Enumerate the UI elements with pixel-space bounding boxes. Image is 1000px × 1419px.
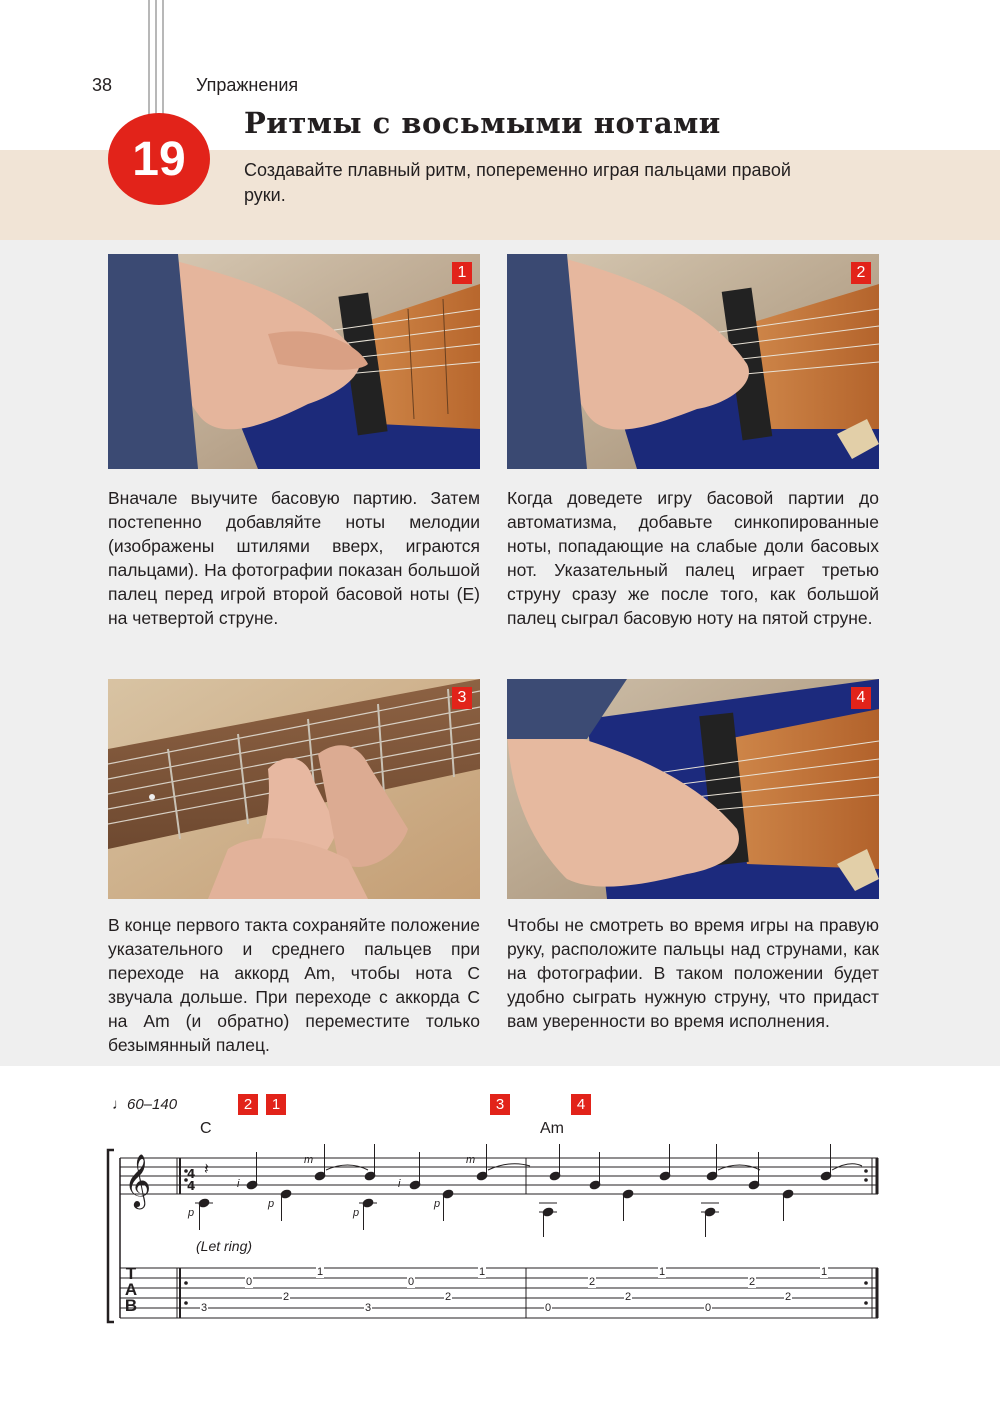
tab-number: 1 <box>479 1266 486 1278</box>
music-notation <box>100 1090 890 1330</box>
let-ring-text: (Let ring) <box>196 1238 253 1254</box>
tab-number: 0 <box>545 1302 552 1314</box>
tab-number: 2 <box>625 1291 632 1303</box>
photo-2-caption: Когда доведете игру басовой партии до автоматизма, добавьте синкопированные ноты, попадающие на слабые доли басовых нот. Указательный палец играет третью струну сразу же после того, как большой палец сыграл басовую ноту на пятой струне. <box>507 488 879 628</box>
tab-number: 2 <box>589 1276 596 1288</box>
tab-number: 0 <box>408 1276 415 1288</box>
tab-number: 1 <box>821 1266 828 1278</box>
svg-text:𝄞: 𝄞 <box>124 1153 152 1207</box>
photo-1-number: 1 <box>452 262 472 284</box>
marker-3: 3 <box>490 1094 510 1115</box>
tab-number: 0 <box>705 1302 712 1314</box>
tab-number: 1 <box>659 1266 666 1278</box>
fingering-p: p <box>268 1198 275 1210</box>
tab-label: T A B <box>124 1264 138 1315</box>
photo-3 <box>108 679 480 899</box>
marker-1: 1 <box>266 1094 286 1115</box>
photo-2 <box>507 254 879 469</box>
tab-number: 3 <box>201 1302 208 1314</box>
fingering-p: p <box>434 1198 441 1210</box>
fingering-m: m <box>466 1154 476 1166</box>
photo-3-number: 3 <box>452 687 472 709</box>
photo-1-caption: Вначале выучите басовую партию. Затем постепенно добавляйте ноты мелодии (изображены штилями вверх, играются пальцами). На фотографии показан большой палец перед игрой второй басовой ноты (E) на четвертой струне. <box>108 488 480 628</box>
fingering-i: i <box>237 1178 240 1190</box>
tab-number: 2 <box>283 1291 290 1303</box>
svg-text:4: 4 <box>187 1167 196 1181</box>
fingering-p: p <box>188 1207 195 1219</box>
photo-1 <box>108 254 480 469</box>
svg-text:𝄽: 𝄽 <box>204 1159 209 1178</box>
tab-number: 1 <box>317 1266 324 1278</box>
page-title: Ритмы с восьмыми нотами <box>244 106 721 140</box>
section-name: Упражнения <box>196 75 299 95</box>
tempo-marking: ♩60–140 <box>112 1096 178 1113</box>
chord-c: C <box>200 1120 212 1137</box>
tab-number: 2 <box>749 1276 756 1288</box>
chord-am: Am <box>540 1120 564 1137</box>
page-subtitle: Создавайте плавный ритм, попеременно играя пальцами правой руки. <box>244 160 791 205</box>
staff-svg <box>100 1090 890 1330</box>
page-number: 38 <box>92 75 113 95</box>
fingering-i: i <box>398 1178 401 1190</box>
marker-4: 4 <box>571 1094 591 1115</box>
fingering-m: m <box>304 1154 314 1166</box>
photo-4 <box>507 679 879 899</box>
tab-number: 2 <box>445 1291 452 1303</box>
marker-2: 2 <box>238 1094 258 1115</box>
tab-number: 3 <box>365 1302 372 1314</box>
exercise-number-badge: 19 <box>108 113 210 205</box>
tab-number: 2 <box>785 1291 792 1303</box>
fingering-p: p <box>353 1207 360 1219</box>
photo-3-caption: В конце первого такта сохраняйте положение указательного и среднего пальцев при переходе на аккорд Am, чтобы нота C звучала дольше. При переходе с аккорда C на Am (и обратно) переместите только безымянный палец. <box>108 915 480 1055</box>
photo-4-caption: Чтобы не смотреть во время игры на правую руку, расположите пальцы над струнами, как на фотографии. В таком положении будет удобно сыграть нужную струну, что придаст вам уверенности во время исполнения. <box>507 915 879 1031</box>
photo-2-number: 2 <box>851 262 871 284</box>
photo-4-number: 4 <box>851 687 871 709</box>
svg-text:4: 4 <box>187 1179 196 1193</box>
tab-number: 0 <box>246 1276 253 1288</box>
